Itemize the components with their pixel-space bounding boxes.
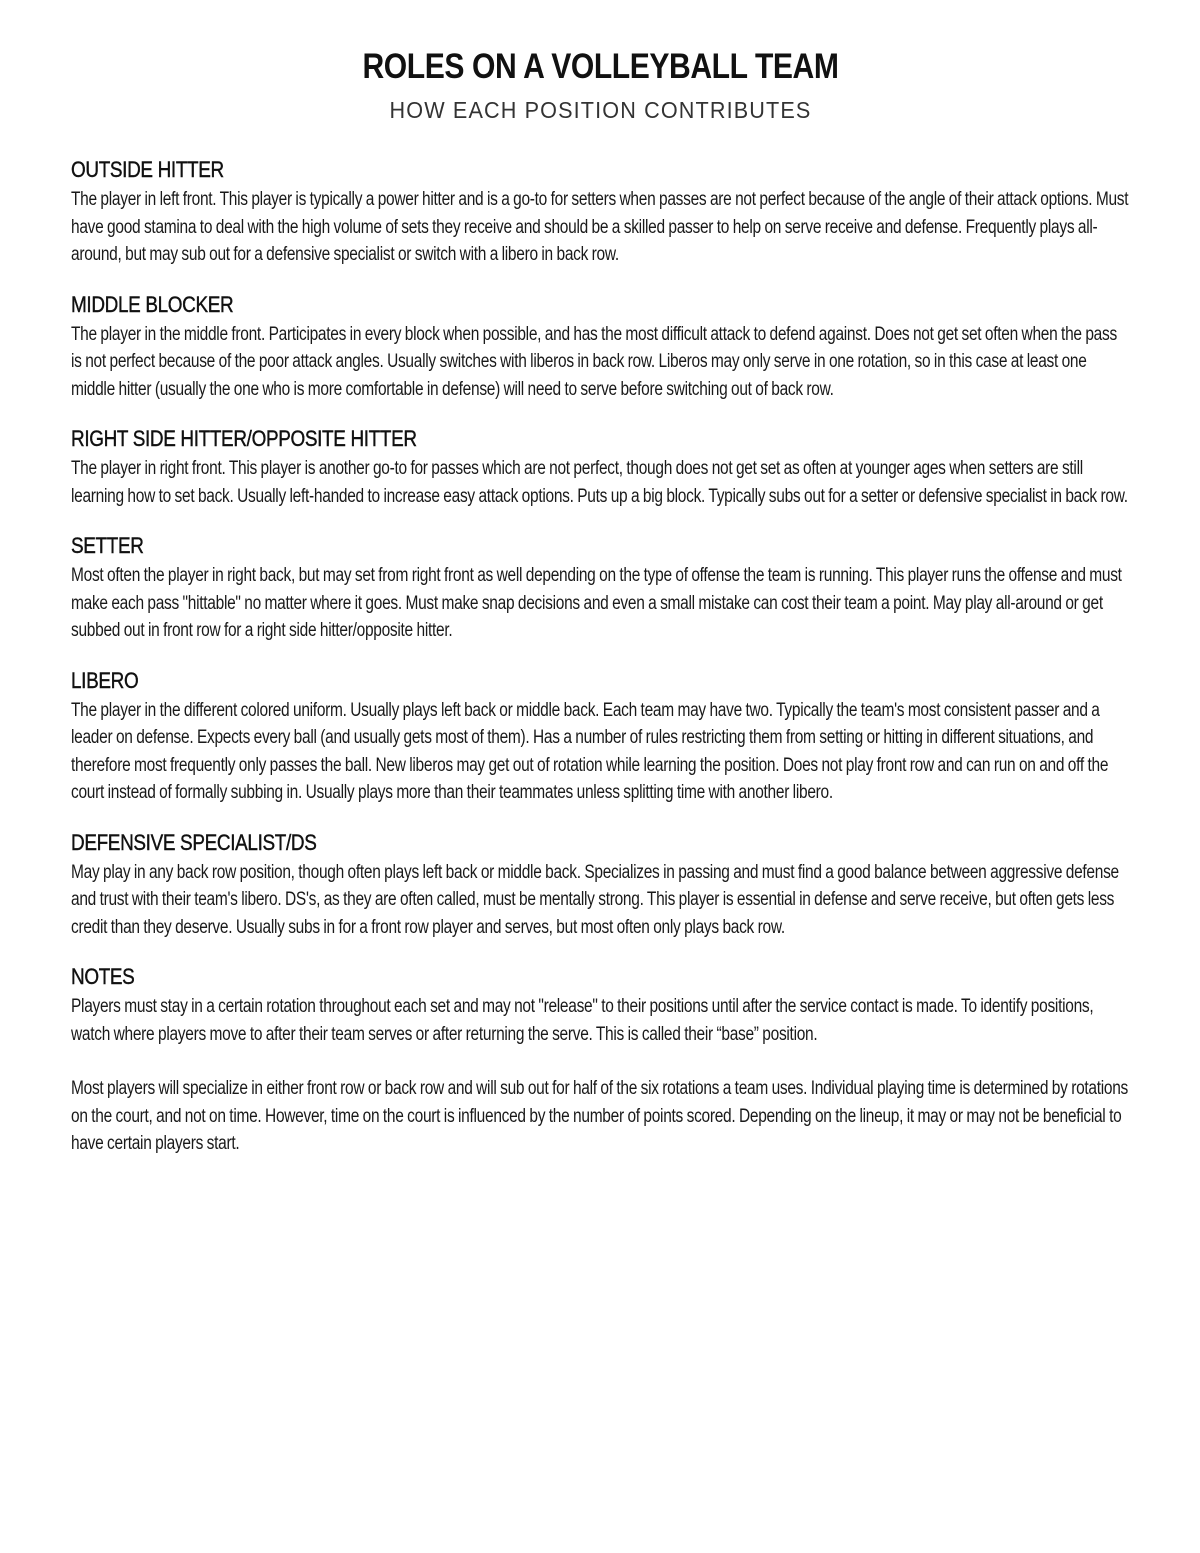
section-heading: LIBERO — [71, 667, 139, 693]
section-libero — [71, 667, 1130, 807]
document-title: ROLES ON A VOLLEYBALL TEAM — [362, 47, 839, 86]
section-heading: NOTES — [71, 964, 135, 989]
section-paragraph: Most often the player in right back, but may set from right front as well depending on the type of offense the team is running. This player runs the offense and must make each pass "hittable" no matter where it goes. Must make snap decisions and even a small mistake can cost their team a point. May play all-around or get subbed out in front row for a right side hitter/opposite hitter. — [71, 565, 1122, 641]
section-outside-hitter — [71, 156, 1130, 269]
section-heading: DEFENSIVE SPECIALIST/DS — [71, 829, 317, 855]
section-heading: SETTER — [71, 533, 144, 558]
section-setter — [71, 532, 1130, 645]
section-notes — [71, 963, 1130, 1158]
section-heading: RIGHT SIDE HITTER/OPPOSITE HITTER — [71, 426, 417, 451]
section-heading: MIDDLE BLOCKER — [71, 291, 234, 317]
section-paragraph: Players must stay in a certain rotation throughout each set and may not "release" to their positions until after the service contact is made. To identify positions, watch where players move to after their team serves or after returning the serve. This is called their “base” position. — [71, 996, 1094, 1045]
section-paragraph: The player in the different colored uniform. Usually plays left back or middle back. Each team may have two. Typically the team's most consistent passer and a leader on defense. Expects every ball (and usually gets most of them). Has a number of rules restricting them from setting or hitting in different situations, and therefore most frequently only passes the ball. New liberos may get out of rotation while learning the position. Does not play front row and can run on and off the court instead of formally subbing in. Usually plays more than their teammates unless splitting time with another libero. — [71, 699, 1109, 803]
section-defensive-specialist — [71, 829, 1130, 942]
section-heading: OUTSIDE HITTER — [71, 157, 224, 182]
section-paragraph: Most players will specialize in either front row or back row and will sub out for half of the six rotations a team uses. Individual playing time is determined by rotations on the court, and not on time. However, time on the court is influenced by the number of points scored. Depending on the lineup, it may or may not be beneficial to have certain players start. — [71, 1078, 1129, 1154]
section-paragraph: The player in the middle front. Participates in every block when possible, and has the most difficult attack to defend against. Does not get set often when the pass is not perfect because of the poor attack angles. Usually switches with liberos in back row. Liberos may only serve in one rotation, so in this case at least one middle hitter (usually the one who is more comfortable in defense) will need to serve before switching out of back row. — [71, 323, 1117, 400]
section-paragraph: The player in right front. This player is another go-to for passes which are not perfect, though does not get set as often at younger ages when setters are still learning how to set back. Usually left-handed to increase easy attack options. Puts up a big block. Typically subs out for a setter or defensive specialist in back row. — [71, 458, 1128, 507]
section-right-side-hitter — [71, 425, 1130, 510]
sections-list — [71, 156, 1130, 1158]
section-middle-blocker — [71, 291, 1130, 404]
section-paragraph: The player in left front. This player is typically a power hitter and is a go-to for setters when passes are not perfect because of the angle of their attack options. Must have good stamina to deal with the high volume of sets they receive and should be a skilled passer to help on serve receive and defense. Frequently plays all-around, but may sub out for a defensive specialist or switch with a libero in back row. — [71, 189, 1129, 265]
section-paragraph: May play in any back row position, though often plays left back or middle back. Specializes in passing and must find a good balance between aggressive defense and trust with their team's libero. DS's, as they are often called, must be mentally strong. This player is essential in defense and serve receive, but often gets less credit than they deserve. Usually subs in for a front row player and serves, but most often only plays back row. — [71, 861, 1119, 938]
document-subtitle: HOW EACH POSITION CONTRIBUTES — [389, 97, 812, 123]
